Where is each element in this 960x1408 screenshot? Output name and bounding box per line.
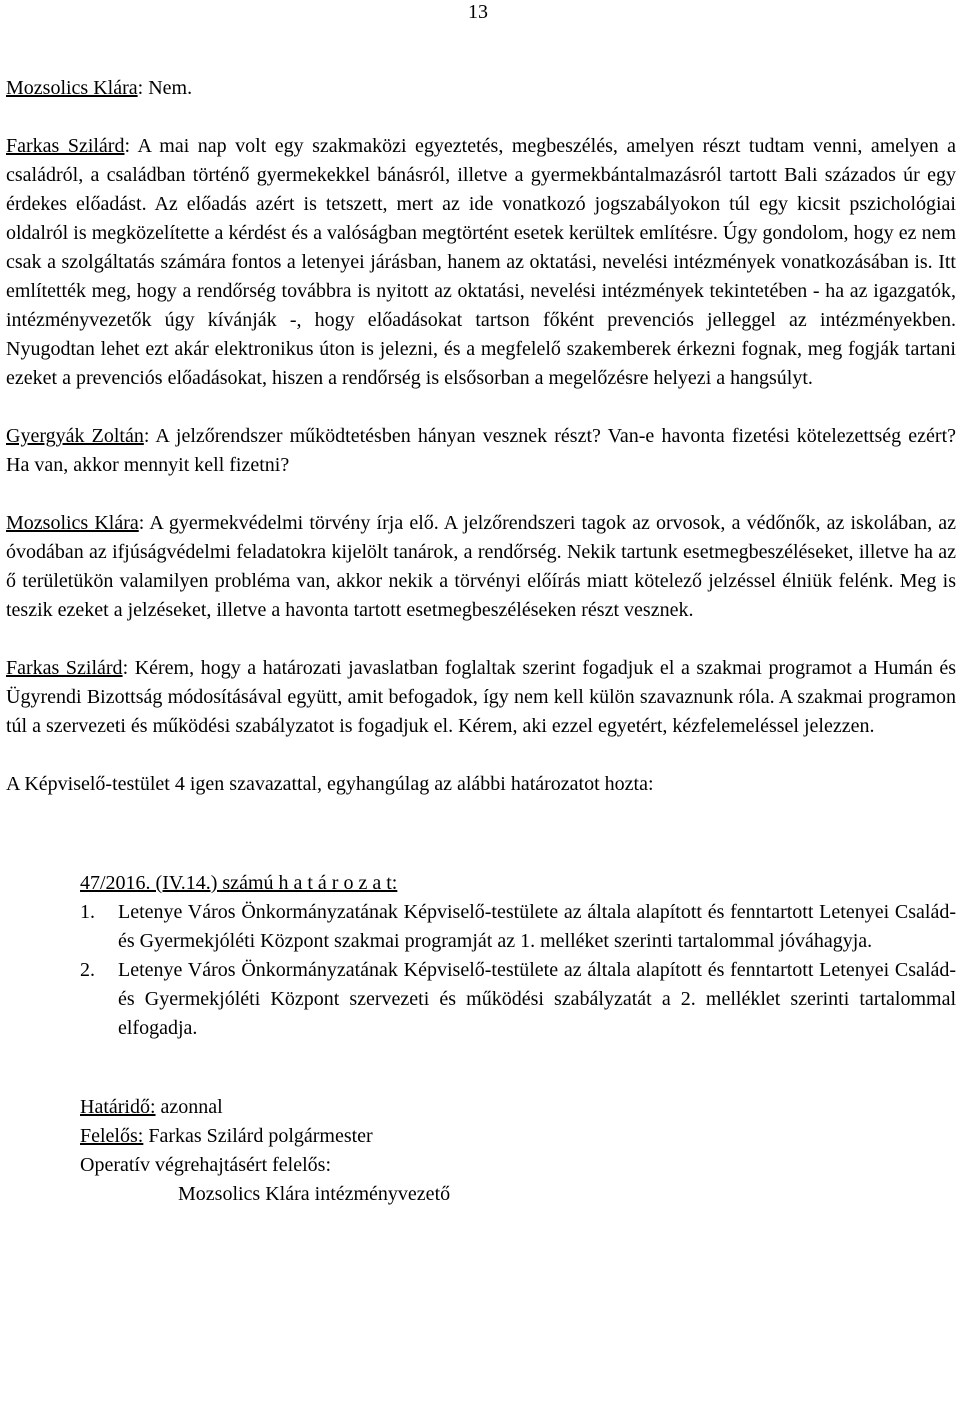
page-number: 13 xyxy=(468,1,488,23)
operative-value-line xyxy=(6,1180,956,1209)
operative-value: Mozsolics Klára intézményvezető xyxy=(178,1183,451,1205)
deadline-line xyxy=(6,1093,956,1122)
paragraph-farkas-2 xyxy=(6,654,956,741)
item-text: Letenye Város Önkormányzatának Képviselő-testülete az általa alapított és fenntartott Letenyei Család- és Gyermekjóléti Központ szervezeti és működési szabályzatát a 2. melléklet szerinti tartalommal elfogadja. xyxy=(118,959,956,1039)
responsible-line xyxy=(6,1122,956,1151)
deadline-value: azonnal xyxy=(155,1096,223,1118)
paragraph-text: : A mai nap volt egy szakmaközi egyeztetés, megbeszélés, amelyen részt tudtam venni, amelyen a családról, a családban történő gyermekekkel bánásról, illetve a gyermekbántalmazásról tartott Bali százados úr egy érdekes előadást. Az előadás azért is tetszett, mert az ide vonatkozó jogszabályokon túl egy kicsit pszichológiai oldalról is megközelítette a kérdést és a valóságban megtörtént esetek kerültek említésre. Úgy gondolom, hogy ez nem csak a szolgáltatás számára fontos a letenyei járásban, hanem az oktatási, nevelési intézmények vonatkozásában is. Itt említették meg, hogy a rendőrség továbbra is nyitott az oktatási, nevelési intézmények tekintetében - ha az igazgatók, intézményvezetők úgy kívánják -, hogy előadásokat tartson főként prevenciós jelleggel az intézményekben. Nyugodtan lehet ezt akár elektronikus úton is jelezni, és a megfelelő szakemberek érkezni fognak, meg fogják tartani ezeket a prevenciós előadásokat, hiszen a rendőrség is elsősorban a megelőzésre helyezi a hangsúlyt. xyxy=(6,135,956,389)
paragraph-text: : A gyermekvédelmi törvény írja elő. A jelzőrendszeri tagok az orvosok, a védőnők, az iskolában, az óvodában az ifjúságvédelmi feladatokra kijelölt tanárok, a rendőrség. Nekik tartunk esetmegbeszéléseket, illetve ha az ő területükön valamilyen probléma van, akkor nekik a törvényi előírás miatt kötelező jelzéssel élniük felénk. Meg is teszik ezeket a jelzéseket, illetve a havonta tartott esetmegbeszéléseken részt vesznek. xyxy=(6,512,956,621)
paragraph-gyergyak xyxy=(6,422,956,480)
resolution-item-2 xyxy=(6,956,956,1043)
responsible-label: Felelős: xyxy=(80,1125,144,1147)
item-number: 2. xyxy=(80,959,95,981)
responsible-value: Farkas Szilárd polgármester xyxy=(143,1125,373,1147)
paragraph-mozsolics-1 xyxy=(6,74,956,103)
item-number: 1. xyxy=(80,901,95,923)
resolution-item-1 xyxy=(6,898,956,956)
speaker-name: Farkas Szilárd xyxy=(6,135,125,157)
operative-label: Operatív végrehajtásért felelős: xyxy=(80,1154,331,1176)
paragraph-text: : A jelzőrendszer működtetésben hányan vesznek részt? Van-e havonta fizetési kötelezettség ezért? Ha van, akkor mennyit kell fizetni? xyxy=(6,425,957,476)
speaker-name: Mozsolics Klára xyxy=(6,512,139,534)
operative-line xyxy=(6,1151,956,1180)
paragraph-text: : Kérem, hogy a határozati javaslatban foglaltak szerint fogadjuk el a szakmai programot a Humán és Ügyrendi Bizottság módosításával együtt, amit befogadok, így nem kell külön szavaznunk róla. A szakmai programon túl a szervezeti és működési szabályzatot is fogadjuk el. Kérem, aki ezzel egyetért, kézfelemeléssel jelezzen. xyxy=(6,657,956,737)
paragraph-farkas-1 xyxy=(6,132,956,393)
paragraph-text: : Nem. xyxy=(137,77,193,99)
vote-statement: A Képviselő-testület 4 igen szavazattal, egyhangúlag az alábbi határozatot hozta: xyxy=(6,773,654,795)
deadline-label: Határidő: xyxy=(80,1096,156,1118)
paragraph-mozsolics-2 xyxy=(6,509,956,625)
resolution-title: 47/2016. (IV.14.) számú h a t á r o z a t: xyxy=(80,872,398,894)
speaker-name: Gyergyák Zoltán xyxy=(6,425,144,447)
speaker-name: Mozsolics Klára xyxy=(6,77,138,99)
item-text: Letenye Város Önkormányzatának Képviselő-testülete az általa alapított és fenntartott Letenyei Család- és Gyermekjóléti Központ szakmai programját az 1. melléket szerinti tartalommal jóváhagyja. xyxy=(118,901,956,952)
speaker-name: Farkas Szilárd xyxy=(6,657,123,679)
document-body xyxy=(6,74,956,1209)
